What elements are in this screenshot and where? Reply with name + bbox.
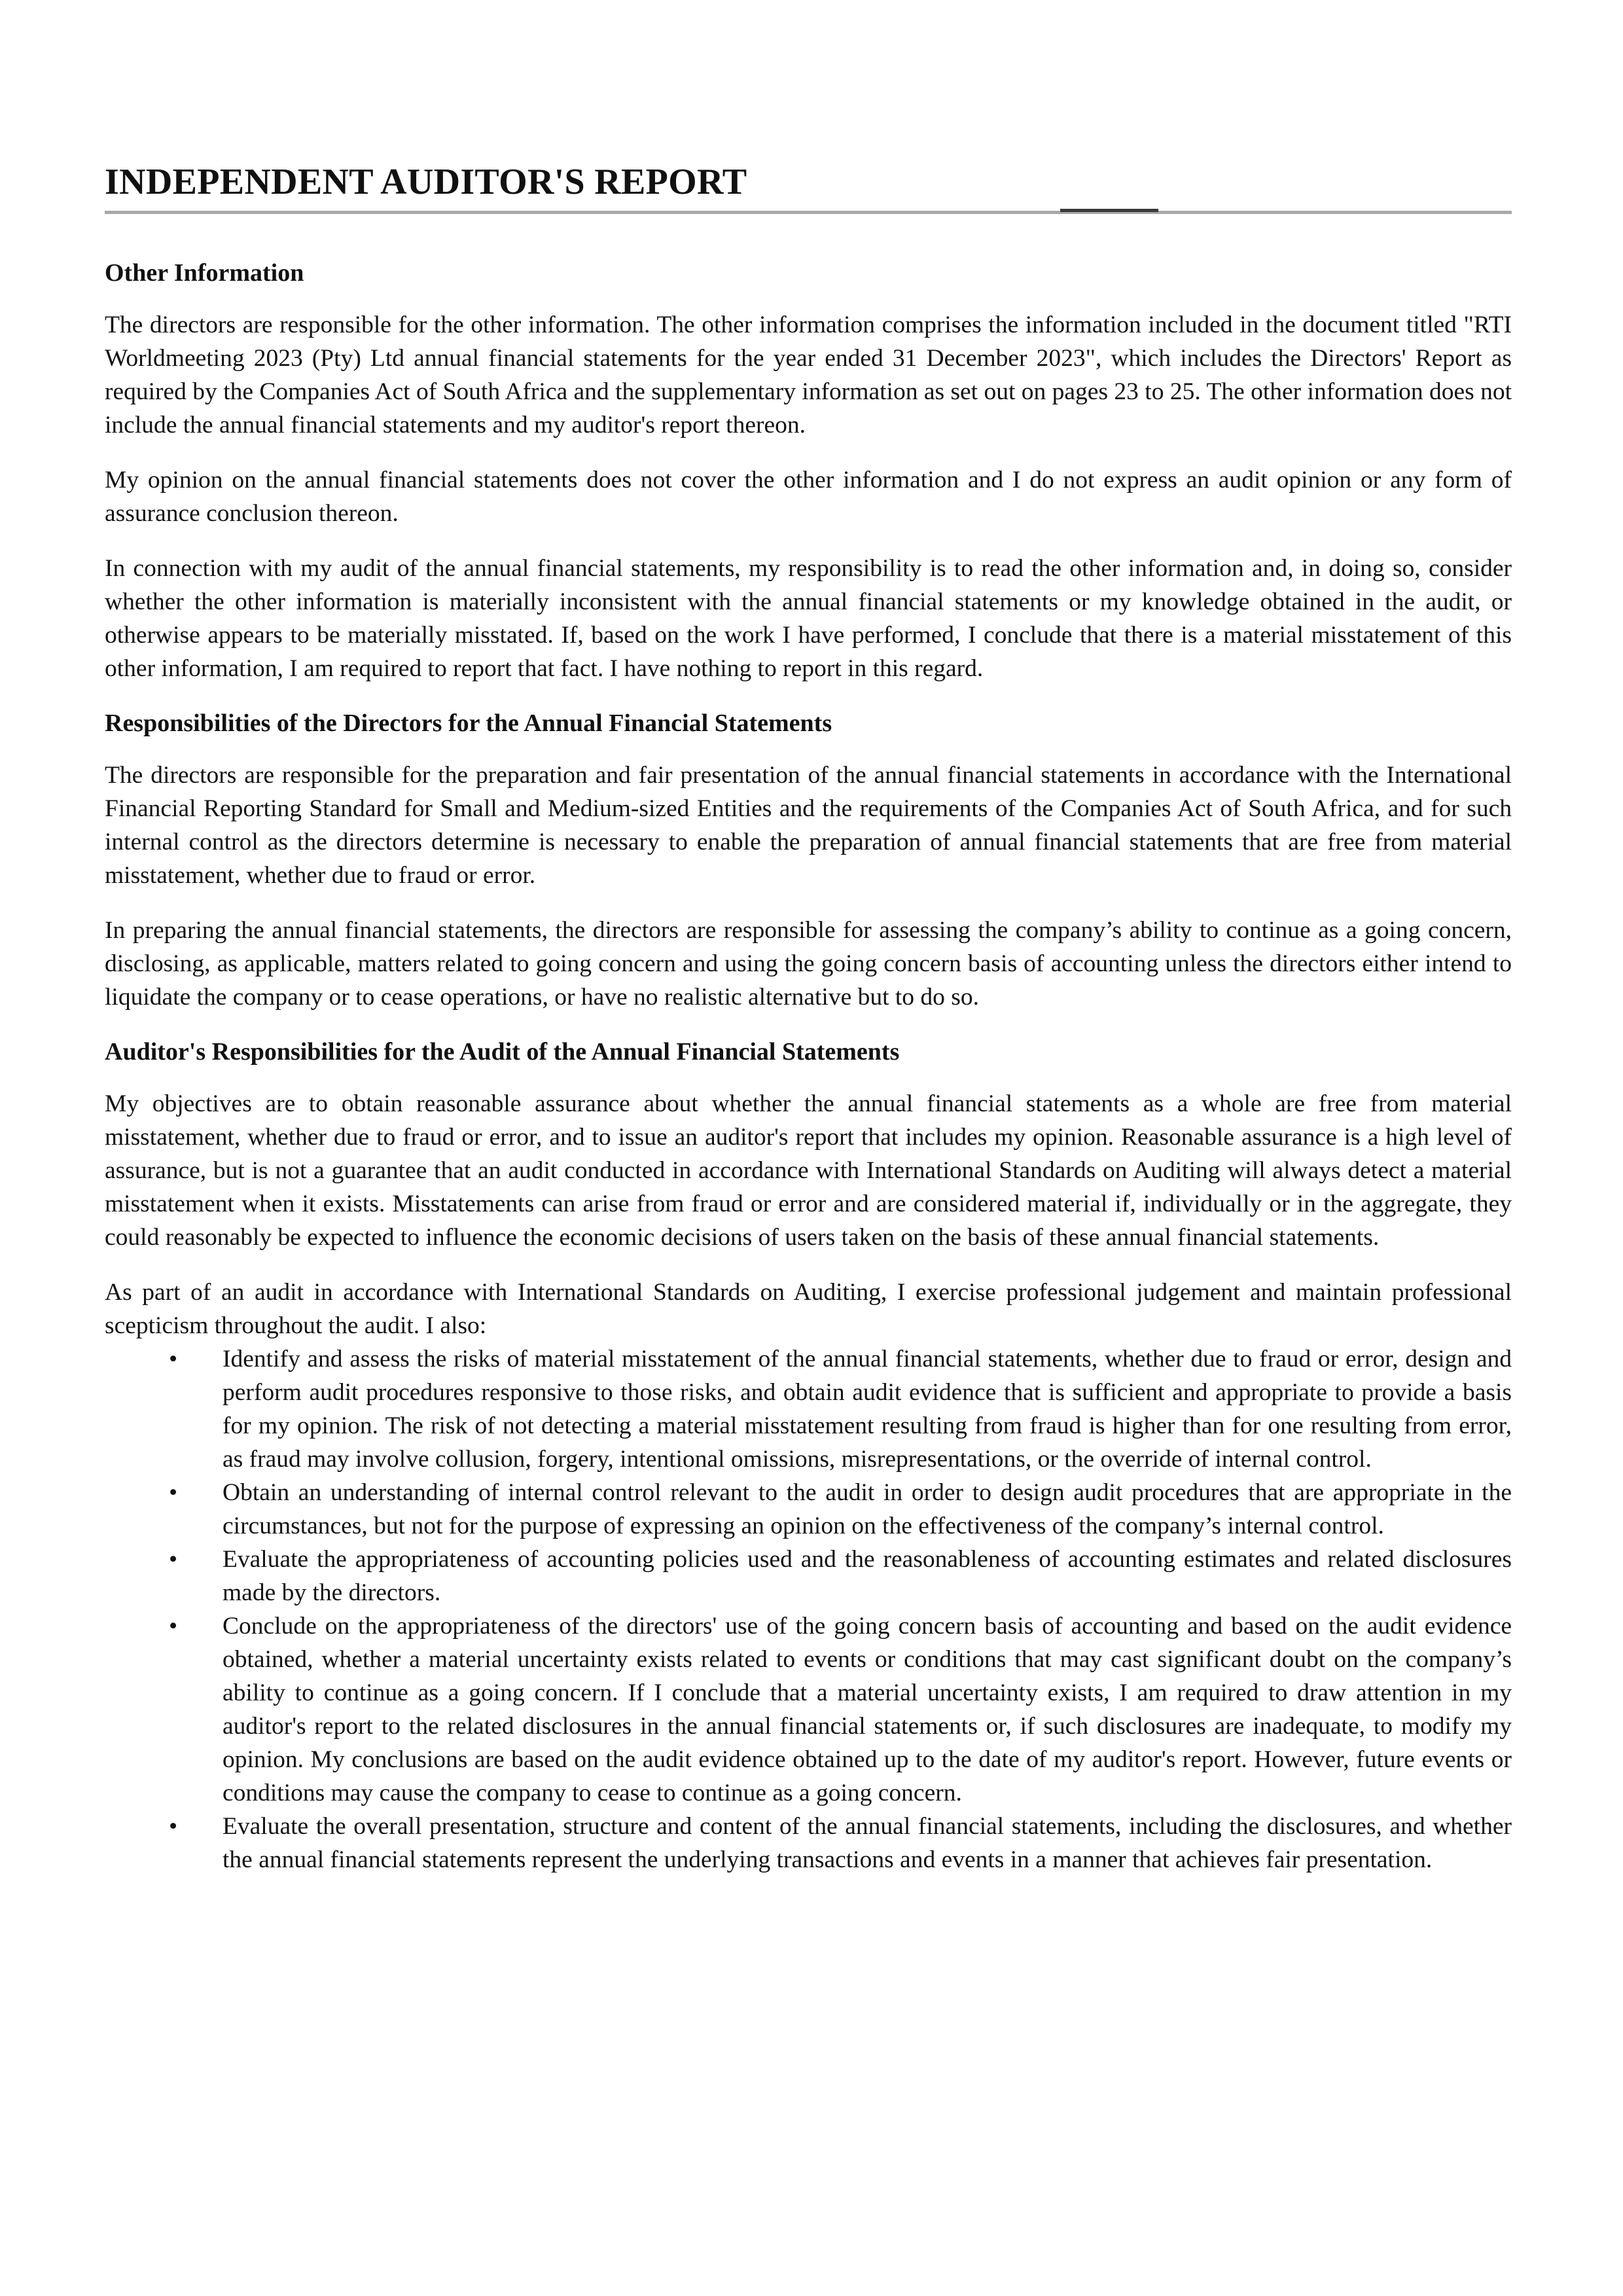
list-item: [105, 1342, 1512, 1476]
bullet-icon: •: [169, 1813, 178, 1840]
section-auditor-responsibilities: [105, 1035, 1512, 1876]
section-heading: Responsibilities of the Directors for the Annual Financial Statements: [105, 709, 832, 737]
section-heading: Auditor's Responsibilities for the Audit of the Annual Financial Statements: [105, 1038, 900, 1066]
title-divider: [105, 211, 1512, 214]
paragraph: In connection with my audit of the annual financial statements, my responsibility is to read the other information and, in doing so, consider whether the other information is materially inconsistent with the annual financial statements or my knowledge obtained in the audit, or otherwise appears to be materially misstated. If, based on the work I have performed, I conclude that there is a material misstatement of this other information, I am required to report that fact. I have nothing to report in this regard.: [105, 555, 1512, 682]
list-item-text: Identify and assess the risks of material misstatement of the annual financial statements, whether due to fraud or error, design and perform audit procedures responsive to those risks, and obtain audit evidence that is sufficient and appropriate to provide a basis for my opinion. The risk of not detecting a material misstatement resulting from fraud is higher than for one resulting from error, as fraud may involve collusion, forgery, intentional omissions, misrepresentations, or the override of internal control.: [223, 1346, 1512, 1473]
bullet-list: [105, 1342, 1512, 1876]
section-directors-responsibilities: [105, 707, 1512, 1014]
page-title: INDEPENDENT AUDITOR'S REPORT: [105, 162, 747, 202]
paragraph: My objectives are to obtain reasonable assurance about whether the annual financial statements as a whole are free from material misstatement, whether due to fraud or error, and to issue an auditor's report that includes my opinion. Reasonable assurance is a high level of assurance, but is not a guarantee that an audit conducted in accordance with International Standards on Auditing will always detect a material misstatement when it exists. Misstatements can arise from fraud or error and are considered material if, individually or in the aggregate, they could reasonably be expected to influence the economic decisions of users taken on the basis of these annual financial statements.: [105, 1090, 1512, 1251]
bullet-icon: •: [169, 1546, 178, 1573]
paragraph: The directors are responsible for the preparation and fair presentation of the annual financial statements in accordance with the International Financial Reporting Standard for Small and Medium-sized Entities and the requirements of the Companies Act of South Africa, and for such internal control as the directors determine is necessary to enable the preparation of annual financial statements that are free from material misstatement, whether due to fraud or error.: [105, 762, 1512, 889]
list-item: [105, 1476, 1512, 1543]
list-item: [105, 1810, 1512, 1876]
paragraph: In preparing the annual financial statements, the directors are responsible for assessing the company’s ability to continue as a going concern, disclosing, as applicable, matters related to going concern and using the going concern basis of accounting unless the directors either intend to liquidate the company or to cease operations, or have no realistic alternative but to do so.: [105, 917, 1512, 1011]
section-heading: Other Information: [105, 259, 304, 287]
list-item-text: Obtain an understanding of internal control relevant to the audit in order to design audit procedures that are appropriate in the circumstances, but not for the purpose of expressing an opinion on the effectiveness of the company’s internal control.: [223, 1479, 1512, 1539]
title-divider-accent: [1060, 209, 1158, 212]
paragraph: My opinion on the annual financial statements does not cover the other information and I do not express an audit opinion or any form of assurance conclusion thereon.: [105, 467, 1512, 527]
list-item-text: Evaluate the appropriateness of accounting policies used and the reasonableness of accounting estimates and related disclosures made by the directors.: [223, 1546, 1512, 1606]
bullet-icon: •: [169, 1479, 178, 1506]
list-item: [105, 1609, 1512, 1810]
paragraph: As part of an audit in accordance with International Standards on Auditing, I exercise professional judgement and maintain professional scepticism throughout the audit. I also:: [105, 1279, 1512, 1339]
bullet-icon: •: [169, 1613, 178, 1640]
bullet-icon: •: [169, 1346, 178, 1372]
title-block: [105, 157, 1512, 223]
list-item-text: Conclude on the appropriateness of the directors' use of the going concern basis of accounting and based on the audit evidence obtained, whether a material uncertainty exists related to events or conditions that may cast significant doubt on the company’s ability to continue as a going concern. If I conclude that a material uncertainty exists, I am required to draw attention in my auditor's report to the related disclosures in the annual financial statements or, if such disclosures are inadequate, to modify my opinion. My conclusions are based on the audit evidence obtained up to the date of my auditor's report. However, future events or conditions may cause the company to cease to continue as a going concern.: [223, 1613, 1512, 1806]
section-other-information: [105, 257, 1512, 685]
paragraph: The directors are responsible for the other information. The other information comprises the information included in the document titled "RTI Worldmeeting 2023 (Pty) Ltd annual financial statements for the year ended 31 December 2023", which includes the Directors' Report as required by the Companies Act of South Africa and the supplementary information as set out on pages 23 to 25. The other information does not include the annual financial statements and my auditor's report thereon.: [105, 312, 1512, 439]
report-body: [105, 257, 1512, 1876]
list-item: [105, 1543, 1512, 1609]
list-item-text: Evaluate the overall presentation, structure and content of the annual financial statements, including the disclosures, and whether the annual financial statements represent the underlying transactions and events in a manner that achieves fair presentation.: [223, 1813, 1512, 1873]
